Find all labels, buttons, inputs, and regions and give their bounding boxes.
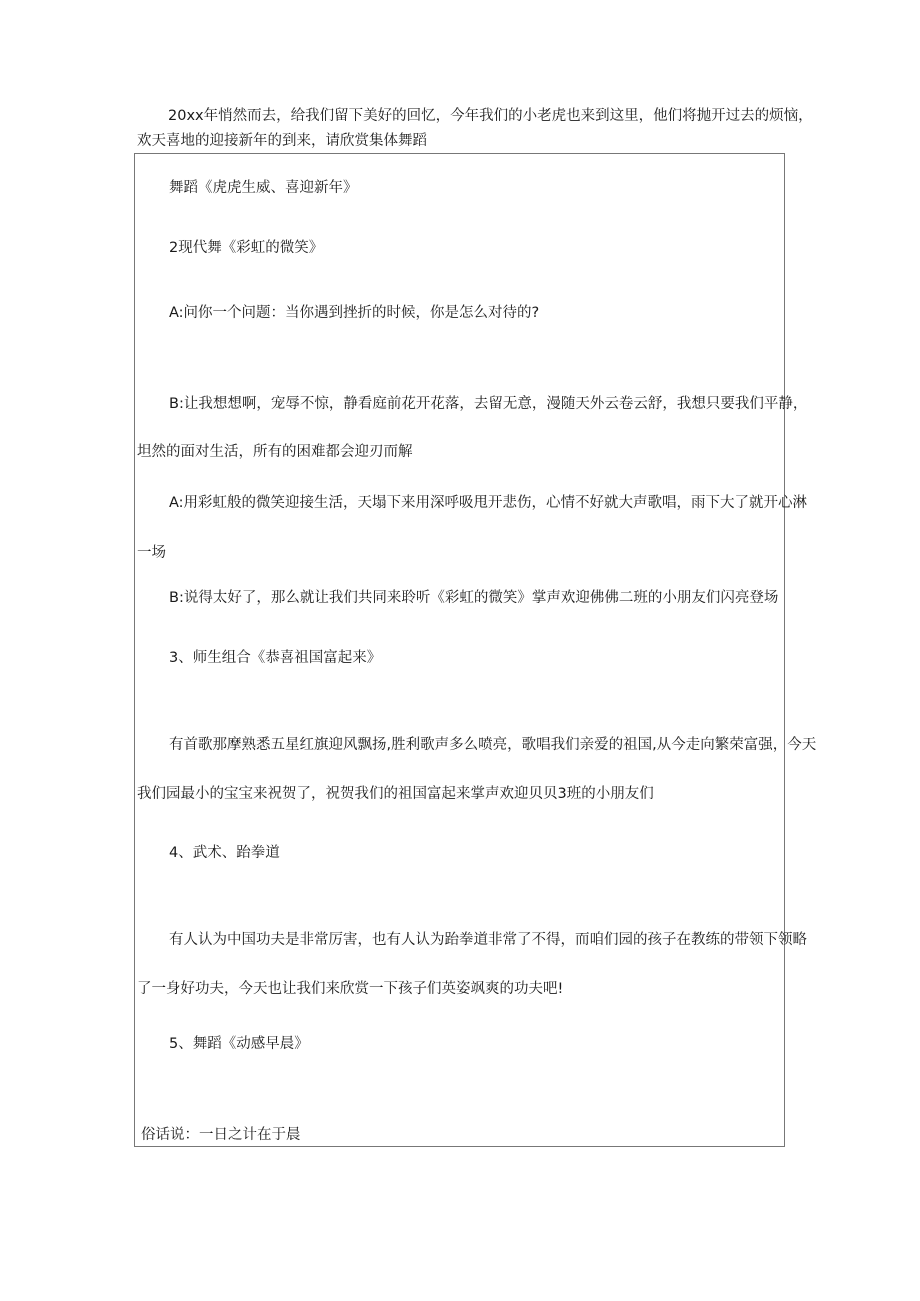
program-item-dance-title: 舞蹈《虎虎生威、喜迎新年》 (169, 180, 358, 196)
program-item-3-title: 3、师生组合《恭喜祖国富起来》 (169, 650, 382, 666)
dialogue-b-answer-line-2: 坦然的面对生活，所有的困难都会迎刃而解 (137, 444, 413, 460)
program-item-3-text-line-1: 有首歌那摩熟悉五星红旗迎风飘扬,胜利歌声多么喷亮，歌唱我们亲爱的祖国,从今走向繁荣富强，今天 (169, 737, 817, 753)
intro-line-1: 20xx年悄然而去，给我们留下美好的回忆，今年我们的小老虎也来到这里，他们将抛开过去的烦恼， (168, 108, 813, 124)
dialogue-a-rainbow-line-1: A:用彩虹般的微笑迎接生活，天塌下来用深呼吸甩开悲伤，心情不好就大声歌唱，雨下大了就开心淋 (169, 495, 808, 511)
proverb-line: 俗话说：一日之计在于晨 (141, 1127, 301, 1143)
program-item-5-title: 5、舞蹈《动感早晨》 (169, 1036, 309, 1052)
program-table-cell (134, 153, 817, 1147)
program-item-2-title: 2现代舞《彩虹的微笑》 (169, 240, 324, 256)
program-item-3-text-line-2: 我们园最小的宝宝来祝贺了，祝贺我们的祖国富起来掌声欢迎贝贝3班的小朋友们 (137, 786, 654, 802)
dialogue-a-question: A:问你一个问题：当你遇到挫折的时候，你是怎么对待的? (169, 305, 540, 321)
intro-line-2: 欢天喜地的迎接新年的到来，请欣赏集体舞蹈 (137, 133, 427, 149)
program-item-4-text-line-2: 了一身好功夫，今天也让我们来欣赏一下孩子们英姿飒爽的功夫吧! (137, 981, 564, 997)
intro-paragraph (137, 104, 813, 154)
dialogue-b-answer-line-1: B:让我想想啊，宠辱不惊，静看庭前花开花落，去留无意，漫随天外云卷云舒，我想只要我们平静， (169, 396, 808, 412)
dialogue-a-rainbow-line-2: 一场 (137, 545, 166, 561)
dialogue-b-introduction: B:说得太好了，那么就让我们共同来聆听《彩虹的微笑》掌声欢迎佛佛二班的小朋友们闪亮登场 (169, 590, 779, 606)
program-item-4-text-line-1: 有人认为中国功夫是非常厉害，也有人认为跆拳道非常了不得，而咱们园的孩子在教练的带领下领略 (169, 932, 807, 948)
program-item-4-title: 4、武术、跆拳道 (169, 845, 280, 861)
